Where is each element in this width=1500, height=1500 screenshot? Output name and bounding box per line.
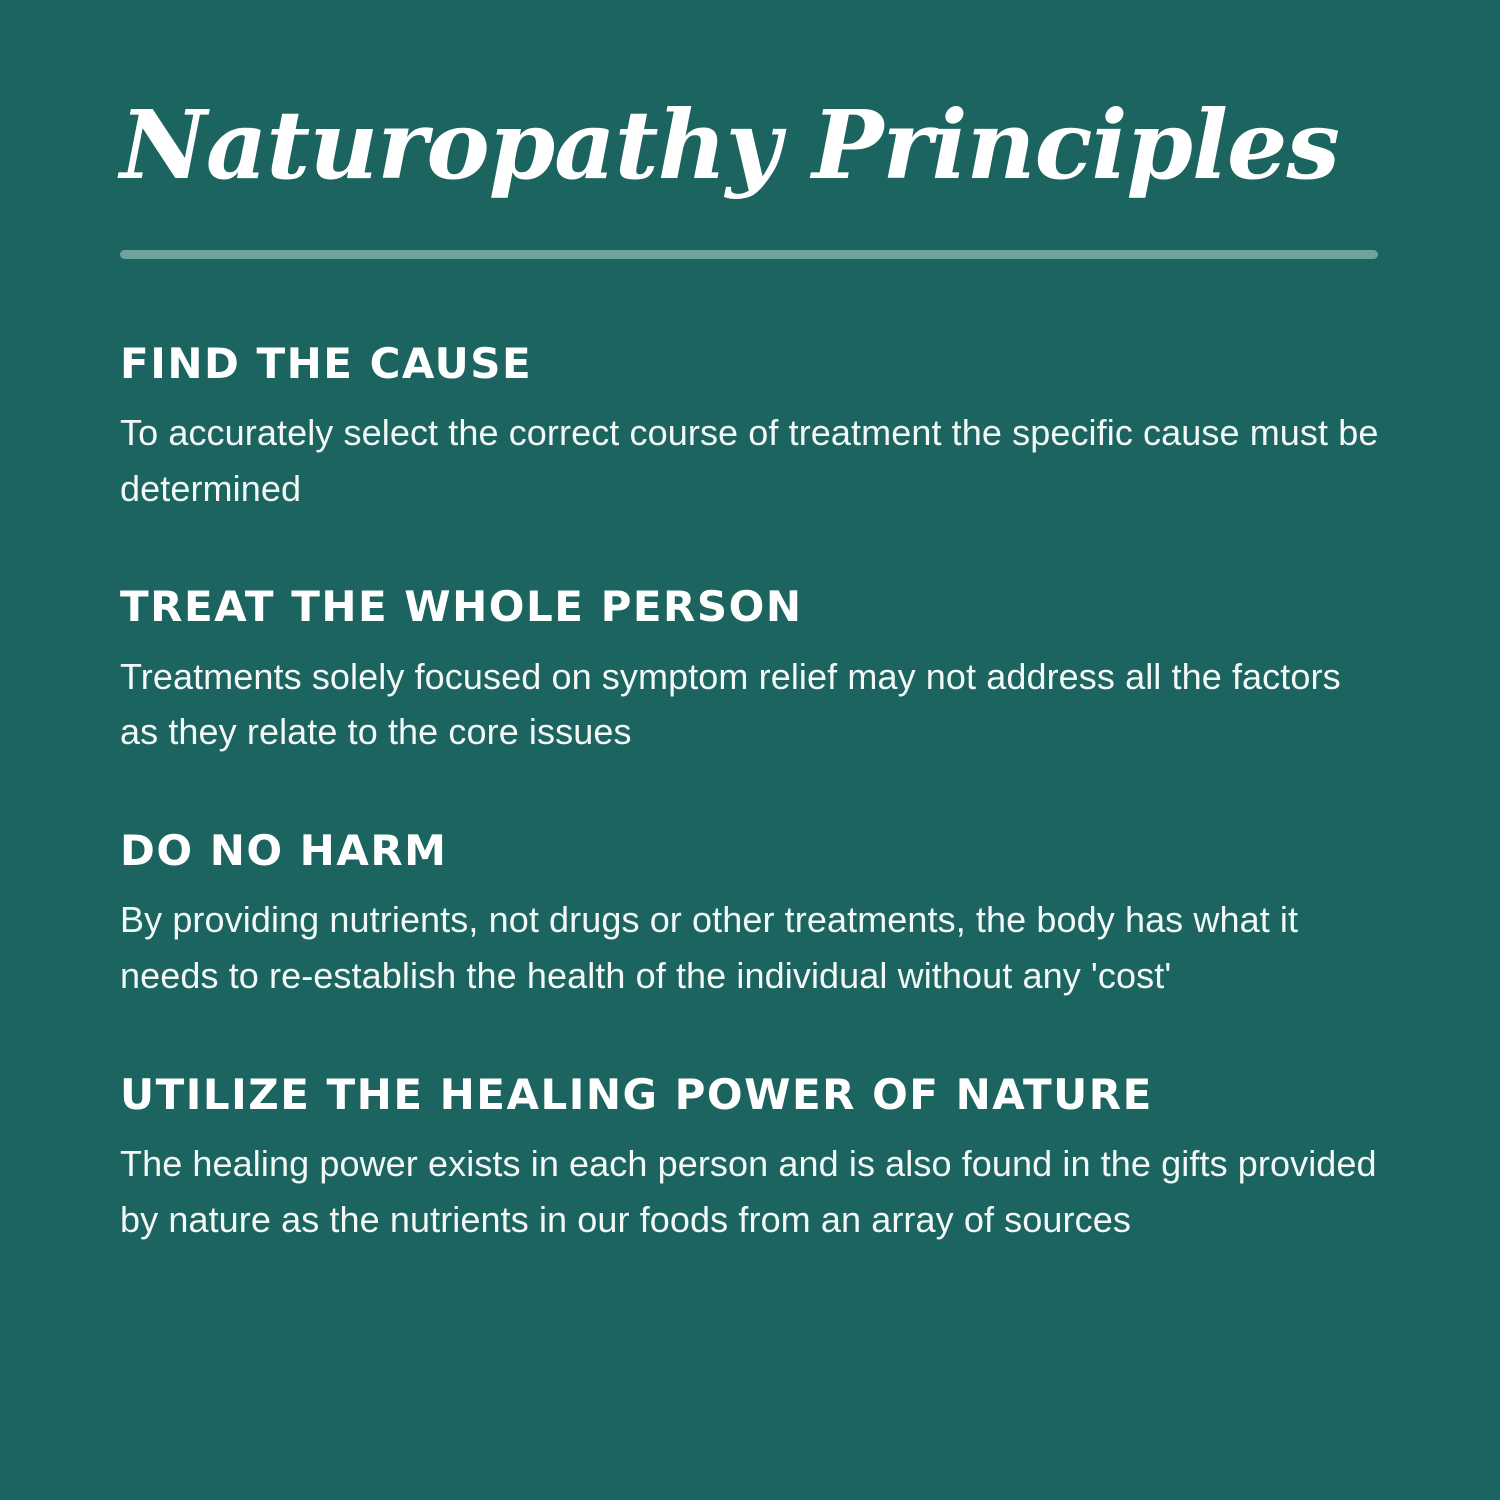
list-item (118, 1069, 1382, 1248)
list-item (118, 338, 1382, 517)
page-title: Naturopathy Principles (120, 90, 1339, 201)
principle-heading: DO NO HARM (120, 826, 448, 876)
principle-heading: UTILIZE THE HEALING POWER OF NATURE (120, 1069, 1153, 1119)
principle-body: By providing nutrients, not drugs or other treatments, the body has what it needs to re-establish the health of the individual without any 'cost' (120, 899, 1299, 997)
principle-heading: FIND THE CAUSE (120, 338, 533, 388)
principles-list (118, 338, 1382, 1248)
principle-body: The healing power exists in each person and is also found in the gifts provided by nature as the nutrients in our foods from an array of sources (120, 1143, 1377, 1240)
title-divider (120, 250, 1378, 259)
principle-body: To accurately select the correct course of treatment the specific cause must be determined (120, 411, 1379, 509)
list-item (118, 584, 1382, 760)
principle-body: Treatments solely focused on symptom relief may not address all the factors as they relate to the core issues (120, 655, 1341, 753)
principle-heading: TREAT THE WHOLE PERSON (120, 582, 803, 632)
list-item (118, 828, 1382, 1004)
